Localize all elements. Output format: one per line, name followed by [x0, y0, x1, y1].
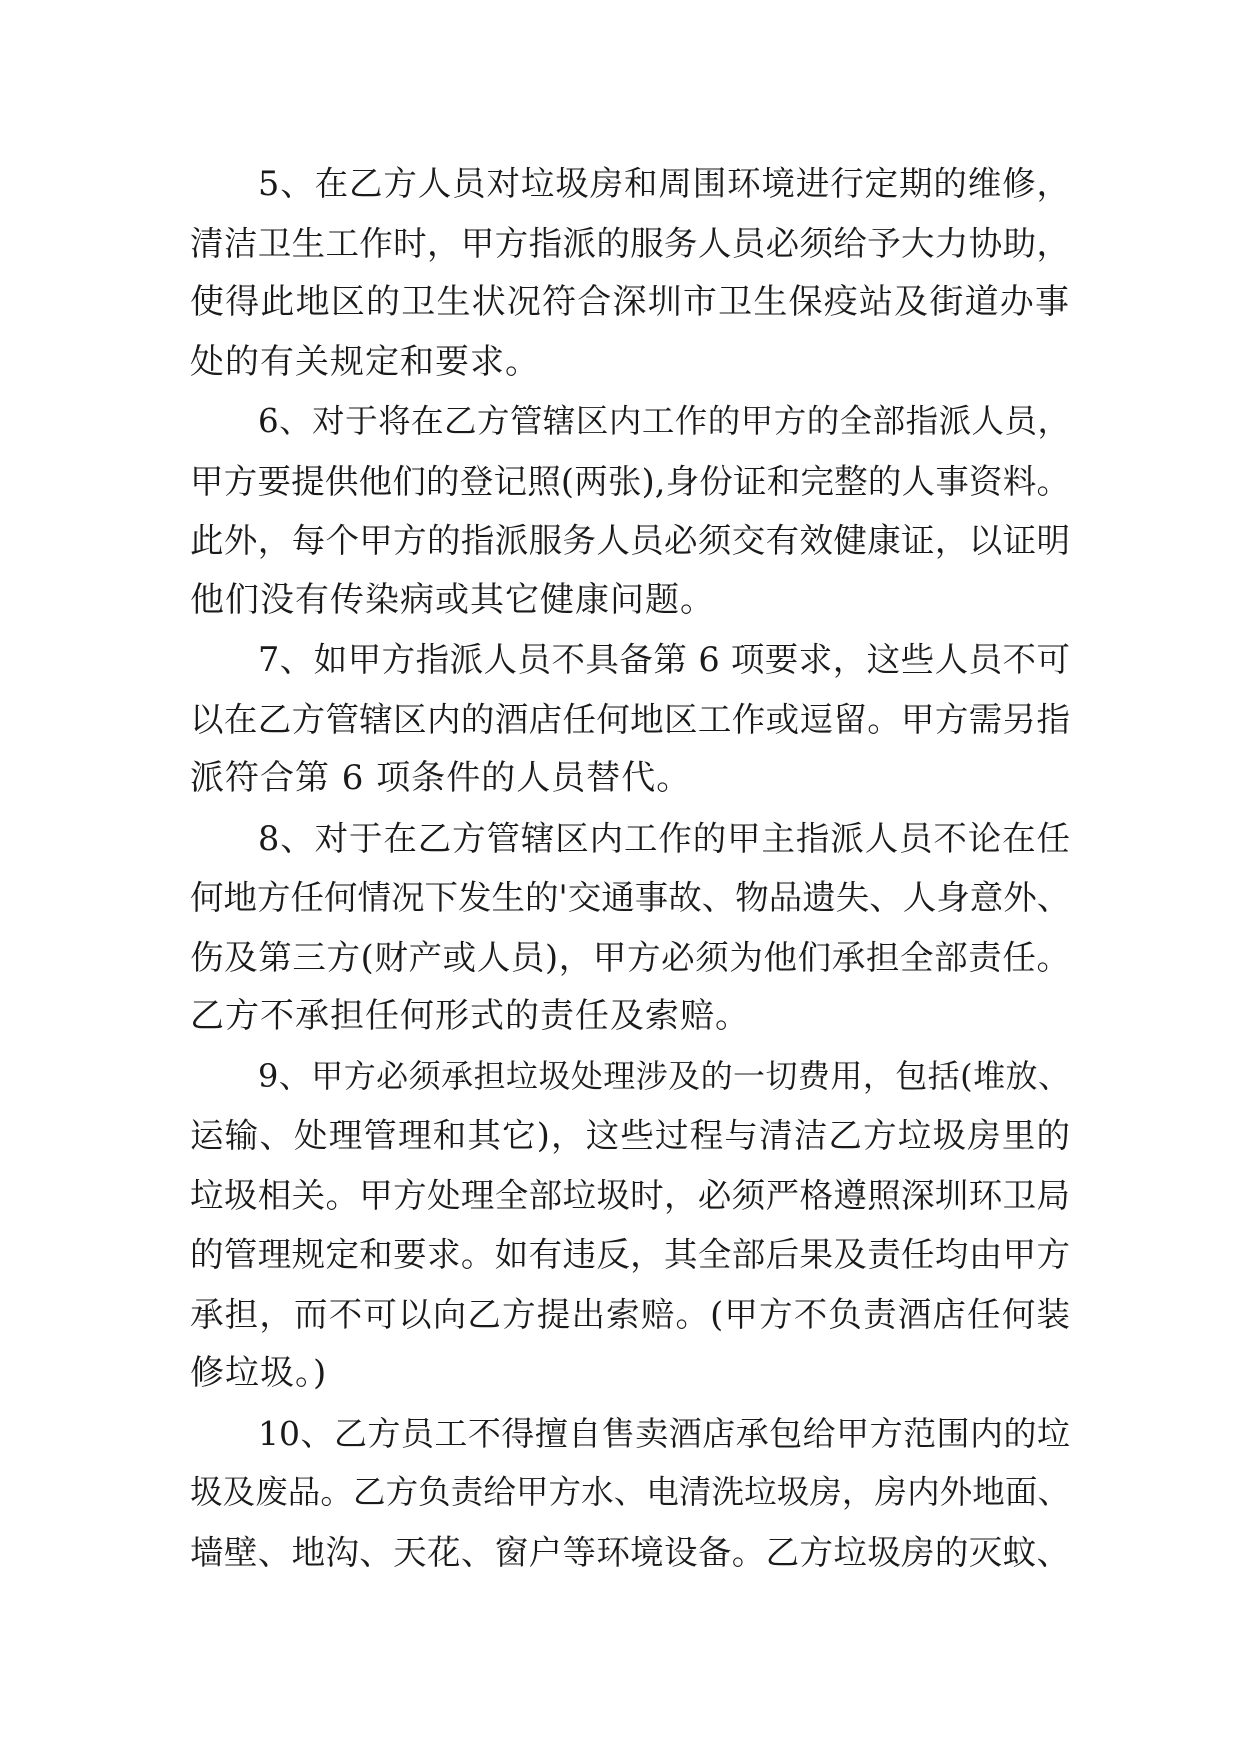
paragraph-line: 乙方不承担任何形式的责任及索赔。 [190, 996, 750, 1036]
paragraph-line: 修垃圾。) [190, 1353, 328, 1393]
paragraph-line: 何地方任何情况下发生的'交通事故、物品遗失、人身意外、 [190, 878, 1071, 917]
paragraph-line: 10、乙方员工不得擅自售卖酒店承包给甲方范围内的垃 [258, 1413, 1070, 1453]
paragraph-line: 清洁卫生工作时，甲方指派的服务人员必须给予大力协助， [190, 223, 1070, 263]
paragraph-line: 8、对于在乙方管辖区内工作的甲主指派人员不论在任 [258, 818, 1070, 858]
paragraph-line: 9、甲方必须承担垃圾处理涉及的一切费用，包括(堆放、 [258, 1056, 1070, 1095]
paragraph-9 [190, 1047, 1070, 1404]
paragraph-line: 他们没有传染病或其它健康问题。 [190, 579, 715, 620]
paragraph-line: 使得此地区的卫生状况符合深圳市卫生保疫站及街道办事 [190, 282, 1070, 322]
paragraph-line: 派符合第 6 项条件的人员替代。 [190, 758, 692, 798]
paragraph-7 [190, 630, 1070, 809]
paragraph-line: 甲方要提供他们的登记照(两张),身份证和完整的人事资料。 [190, 461, 1070, 501]
document-body [190, 154, 1070, 1582]
paragraph-10 [190, 1404, 1070, 1583]
paragraph-8 [190, 809, 1070, 1047]
paragraph-line: 承担，而不可以向乙方提出索赔。(甲方不负责酒店任何装 [190, 1294, 1070, 1334]
paragraph-line: 墙壁、地沟、天花、窗户等环境设备。乙方垃圾房的灭蚊、 [190, 1532, 1070, 1572]
paragraph-line: 此外，每个甲方的指派服务人员必须交有效健康证，以证明 [190, 521, 1070, 560]
paragraph-line: 7、如甲方指派人员不具备第 6 项要求，这些人员不可 [258, 640, 1070, 679]
paragraph-5 [190, 154, 1070, 392]
paragraph-line: 处的有关规定和要求。 [190, 341, 540, 382]
paragraph-line: 的管理规定和要求。如有违反，其全部后果及责任均由甲方 [190, 1235, 1070, 1274]
paragraph-line: 6、对于将在乙方管辖区内工作的甲方的全部指派人员， [258, 402, 1070, 440]
paragraph-line: 伤及第三方(财产或人员)，甲方必须为他们承担全部责任。 [190, 937, 1070, 977]
paragraph-line: 以在乙方管辖区内的酒店任何地区工作或逗留。甲方需另指 [190, 699, 1070, 739]
paragraph-line: 运输、处理管理和其它)，这些过程与清洁乙方垃圾房里的 [190, 1116, 1070, 1155]
paragraph-6 [190, 392, 1070, 630]
paragraph-line: 5、在乙方人员对垃圾房和周围环境进行定期的维修， [258, 164, 1070, 203]
paragraph-line: 圾及废品。乙方负责给甲方水、电清洗垃圾房，房内外地面、 [190, 1473, 1070, 1511]
paragraph-line: 垃圾相关。甲方处理全部垃圾时，必须严格遵照深圳环卫局 [190, 1175, 1070, 1215]
